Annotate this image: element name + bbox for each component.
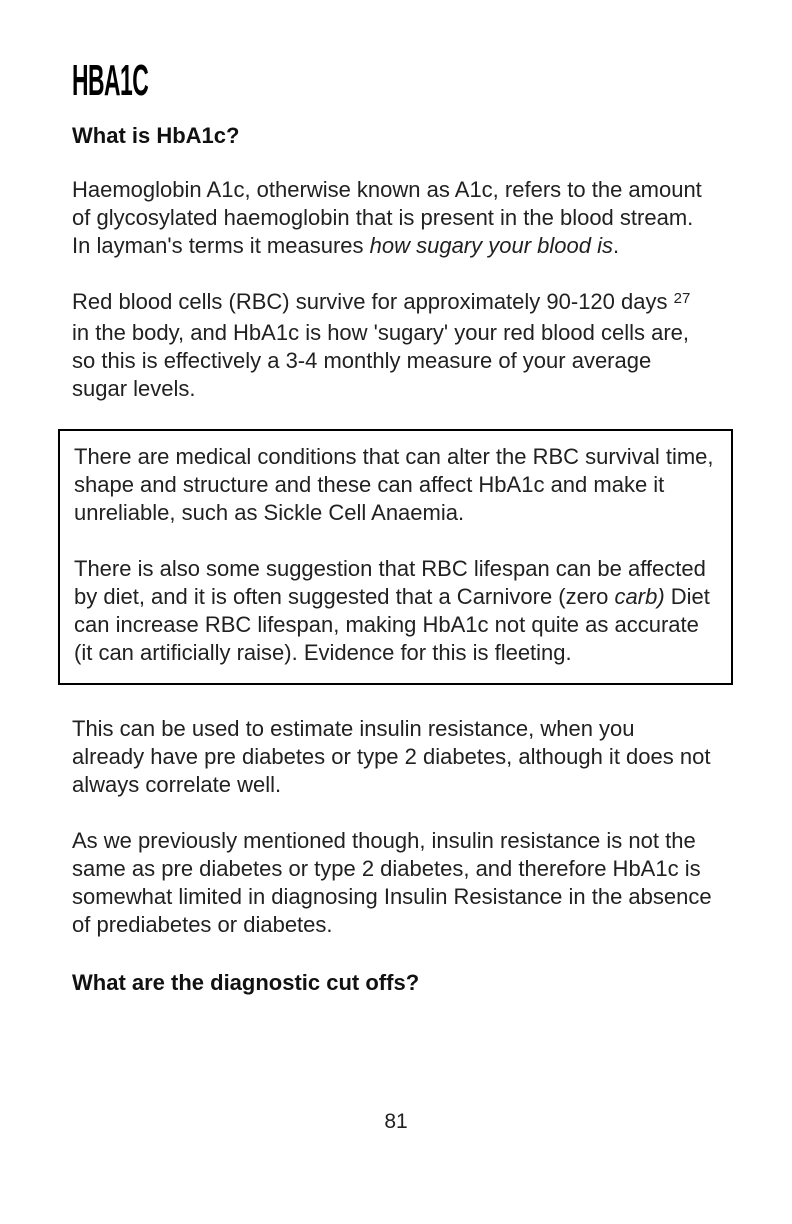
callout-box — [58, 429, 733, 685]
paragraph-haemoglobin-italic: how sugary your blood is — [369, 233, 613, 258]
callout-lifespan-italic: carb) — [614, 584, 665, 609]
callout-lifespan-text-2: Diet can increase RBC lifespan, making HbA1c not quite as accurate (it can artificially raise). Evidence for this is fleeting. — [74, 584, 710, 665]
heading-what-is-hba1c: What is HbA1c? — [72, 123, 240, 148]
paragraph-haemoglobin-text-2: . — [612, 233, 620, 258]
paragraph-rbc-text-1: Red blood cells (RBC) survive for approximately 90-120 days — [72, 289, 674, 314]
paragraph-estimate-insulin-resistance: This can be used to estimate insulin resistance, when you already have pre diabetes or type 2 diabetes, although it does not always correlate well. — [72, 716, 711, 797]
footnote-reference-27: 27 — [673, 290, 691, 307]
callout-lifespan-text-1: There is also some suggestion that RBC lifespan can be affected by diet, and it is often suggested that a Carnivore (zero — [74, 556, 706, 609]
page-title — [72, 56, 712, 105]
page-title-text: HBA1C — [72, 56, 149, 105]
paragraph-previously-mentioned: As we previously mentioned though, insulin resistance is not the same as pre diabetes or type 2 diabetes, and therefore HbA1c is somewhat limited in diagnosing Insulin Resistance in the absence of prediabetes or diabetes. — [72, 828, 712, 937]
paragraph-rbc-text-2: in the body, and HbA1c is how 'sugary' your red blood cells are, so this is effectively a 3-4 monthly measure of your average sugar levels. — [72, 320, 689, 401]
heading-diagnostic-cut-offs: What are the diagnostic cut offs? — [72, 970, 420, 995]
paragraph-haemoglobin-text-1: Haemoglobin A1c, otherwise known as A1c, refers to the amount of glycosylated haemoglobin that is present in the blood stream. In layman's terms it measures — [72, 177, 702, 258]
callout-paragraph-lifespan — [74, 555, 717, 667]
callout-paragraph-conditions: There are medical conditions that can alter the RBC survival time, shape and structure and these can affect HbA1c and make it unreliable, such as Sickle Cell Anaemia. — [74, 444, 714, 525]
paragraph-haemoglobin — [72, 176, 712, 260]
page-number: 81 — [384, 1110, 408, 1133]
paragraph-rbc — [72, 288, 712, 403]
page-content — [72, 0, 712, 997]
